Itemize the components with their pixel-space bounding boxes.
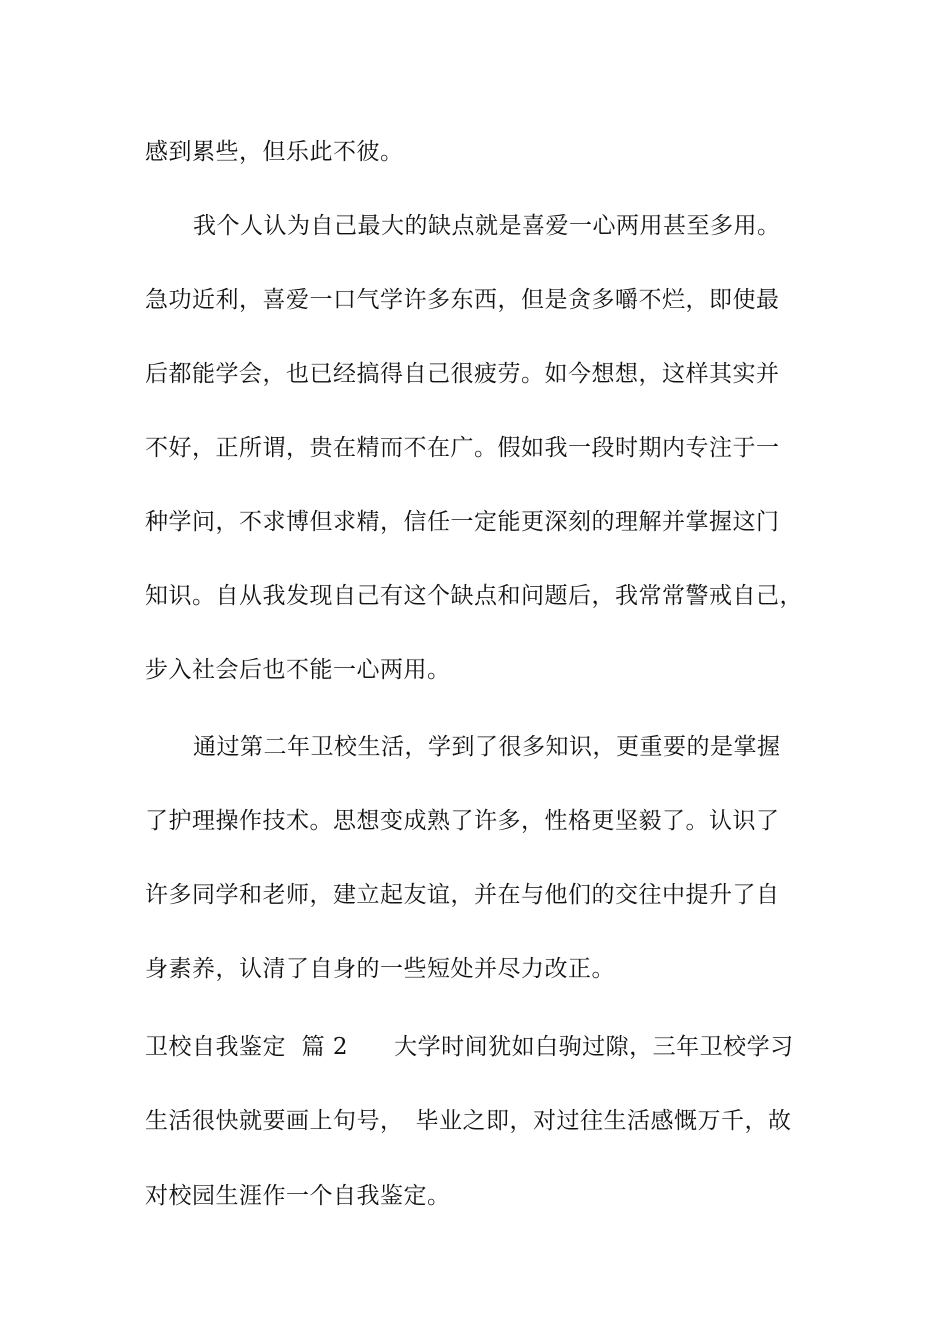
paragraph-line: 种学问，不求博但求精，信任一定能更深刻的理解并掌握这门	[145, 509, 780, 535]
paragraph-line: 步入社会后也不能一心两用。	[145, 657, 451, 683]
paragraph-line: 对校园生涯作一个自我鉴定。	[145, 1183, 451, 1209]
paragraph-line: 了护理操作技术。思想变成熟了许多，性格更坚毅了。认识了	[145, 808, 780, 834]
paragraph-line: 急功近利，喜爱一口气学许多东西，但是贪多嚼不烂，即使最	[145, 287, 780, 313]
paragraph-line: 我个人认为自己最大的缺点就是喜爱一心两用甚至多用。	[193, 213, 781, 239]
paragraph-line: 不好，正所谓，贵在精而不在广。假如我一段时期内专注于一	[145, 435, 780, 461]
section-heading: 卫校自我鉴定 篇 2	[145, 1034, 349, 1060]
paragraph-line: 后都能学会，也已经搞得自己很疲劳。如今想想，这样其实并	[145, 361, 780, 387]
paragraph-line: 知识。自从我发现自己有这个缺点和问题后，我常常警戒自己，	[145, 583, 803, 609]
paragraph-text: 大学时间犹如白驹过隙，三年卫校学习	[394, 1034, 794, 1060]
paragraph-line: 身素养，认清了自身的一些短处并尽力改正。	[145, 956, 615, 982]
paragraph-line: 感到累些，但乐此不彼。	[145, 139, 404, 165]
paragraph-line: 通过第二年卫校生活，学到了很多知识，更重要的是掌握	[193, 734, 781, 760]
section-heading-line	[145, 1032, 825, 1062]
paragraph-line: 许多同学和老师，建立起友谊，并在与他们的交往中提升了自	[145, 882, 780, 908]
paragraph-line: 生活很快就要画上句号， 毕业之即，对过往生活感慨万千，故	[145, 1108, 792, 1134]
